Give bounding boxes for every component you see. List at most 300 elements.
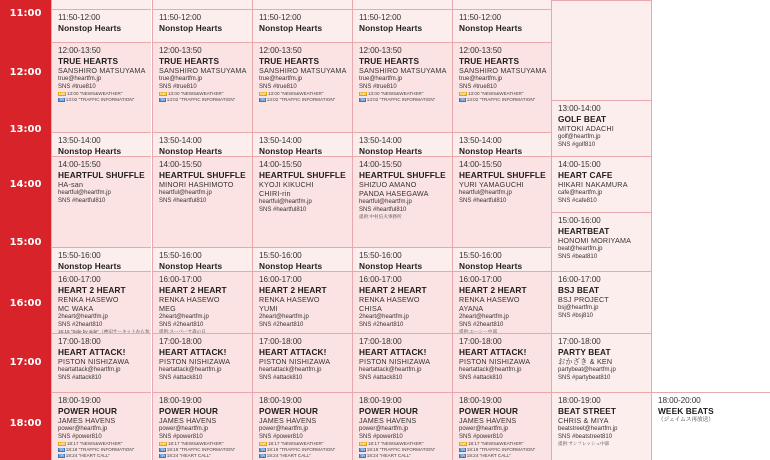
program-time — [159, 46, 252, 56]
program-host — [58, 295, 151, 304]
program-time-text: 14:00-15:50 — [159, 160, 202, 169]
program-note-text: （ジェイムス再放送） — [658, 417, 714, 423]
program-title — [459, 285, 552, 295]
program-note-text: 18:24 "HEART CALL" — [366, 453, 412, 458]
program-heartful-shuffle[interactable] — [453, 156, 552, 247]
program-mail — [459, 425, 552, 433]
program-heartbeat[interactable] — [552, 212, 651, 271]
program-host — [359, 304, 452, 313]
program-mail — [159, 366, 252, 374]
program-heartful-shuffle[interactable] — [153, 156, 252, 247]
traffic-badge-icon: TR — [59, 448, 64, 452]
program-host — [558, 180, 651, 189]
program-host-text: SHIZUO AMANO — [359, 180, 417, 189]
program-title-text: Nonstop Hearts — [58, 146, 122, 156]
program-title-text: HEART 2 HEART — [359, 285, 427, 295]
program-sns-text: SNS #true810 — [259, 84, 297, 90]
program-note-traffic-text: 13:02 "TRAFFIC INFORMATION" — [65, 97, 135, 102]
program-title — [459, 170, 552, 180]
program-mail — [459, 189, 552, 197]
program-nonstop-hearts[interactable] — [453, 247, 552, 271]
program-true-hearts[interactable] — [153, 42, 252, 132]
traffic-badge-icon: TR — [59, 454, 64, 458]
program-host-text: SANSHIRO MATSUYAMA — [459, 66, 547, 75]
day-column — [51, 0, 151, 460]
program-note-traffic — [259, 97, 352, 103]
program-host — [159, 295, 252, 304]
program-time-text: 15:50-16:00 — [159, 251, 202, 260]
program-heart-2-heart[interactable] — [153, 271, 252, 333]
program-time-text: 18:00-19:00 — [459, 396, 502, 405]
program-mail-text: 2heart@heartfm.jp — [259, 314, 309, 320]
program-title-text: BEAT STREET — [558, 406, 617, 416]
traffic-badge-icon: TR — [260, 454, 265, 458]
program-nonstop-hearts[interactable] — [253, 132, 352, 156]
program-time-text: 13:50-14:00 — [359, 136, 402, 145]
program-sns-text: SNS #2heart810 — [259, 322, 304, 328]
program-host — [259, 304, 352, 313]
program-sns-text: SNS #true810 — [58, 84, 96, 90]
program-time-text: 18:00-19:00 — [58, 396, 101, 405]
program-title-text: Nonstop Hearts — [159, 261, 223, 271]
news-badge-icon: NW — [160, 92, 166, 96]
program-note-news-text: 13:00 "NEWS&WEATHER" — [368, 91, 424, 96]
program-sns — [558, 312, 651, 320]
program-title — [359, 406, 452, 416]
program-host-text: SANSHIRO MATSUYAMA — [359, 66, 447, 75]
program-host-text: AYANA — [459, 304, 484, 313]
program-sns-text: SNS #2heart810 — [459, 322, 504, 328]
program-heart-cafe[interactable] — [552, 156, 651, 212]
program-heartful-shuffle[interactable] — [253, 156, 352, 247]
program-sns-text: SNS #true810 — [359, 84, 397, 90]
program-sns — [359, 83, 452, 91]
program-title — [159, 261, 252, 271]
program-sns-text: SNS #true810 — [159, 84, 197, 90]
program-mail-text: heartattack@heartfm.jp — [459, 367, 522, 373]
program-sns — [259, 321, 352, 329]
program-sns — [459, 433, 552, 441]
program-time — [558, 104, 651, 114]
program-title-text: HEART ATTACK! — [159, 347, 227, 357]
program-host — [359, 66, 452, 75]
program-nonstop-hearts[interactable] — [253, 247, 352, 271]
program-sns — [259, 433, 352, 441]
program-host-text: MINORI HASHIMOTO — [159, 180, 234, 189]
program-title-text: Nonstop Hearts — [459, 23, 523, 33]
program-host — [459, 304, 552, 313]
program-sns-text: SNS #power810 — [359, 434, 403, 440]
news-badge-icon: NW — [460, 442, 466, 446]
program-party-beat[interactable] — [552, 333, 651, 392]
program-title — [558, 347, 651, 357]
program-time — [259, 13, 352, 23]
program-time — [558, 160, 651, 170]
program-time — [159, 251, 252, 261]
program-time — [459, 136, 552, 146]
program-title — [259, 285, 352, 295]
time-label: 12:00 — [9, 67, 42, 78]
program-host — [259, 189, 352, 198]
program-sns — [359, 374, 452, 382]
program-time — [459, 46, 552, 56]
program-time — [259, 160, 352, 170]
program-mail — [159, 425, 252, 433]
program-title-text: HEART 2 HEART — [259, 285, 327, 295]
program-sns — [58, 433, 151, 441]
program-host-text: CHISA — [359, 304, 382, 313]
program-power-hour[interactable] — [253, 392, 352, 460]
program-host — [58, 66, 151, 75]
program-title-text: POWER HOUR — [259, 406, 319, 416]
program-time-text: 11:50-12:00 — [259, 13, 301, 22]
program-title-text: Nonstop Hearts — [259, 261, 323, 271]
program-heartful-shuffle[interactable] — [52, 156, 151, 247]
program-power-hour[interactable] — [353, 392, 452, 460]
program-time — [58, 13, 151, 23]
program-title — [359, 285, 452, 295]
program-time — [359, 251, 452, 261]
time-label: 16:00 — [9, 298, 42, 309]
program-host — [359, 416, 452, 425]
program-sns-text: SNS #heartful810 — [159, 198, 207, 204]
program-note-text: 18:19 "TRAFFIC INFORMATION" — [266, 447, 336, 452]
program-time-text: 14:00-15:50 — [459, 160, 502, 169]
program-title — [259, 406, 352, 416]
program-title-text: Nonstop Hearts — [359, 261, 423, 271]
program-sns — [159, 197, 252, 205]
program-mail-text: true@heartfm.jp — [359, 76, 403, 82]
program-title — [58, 406, 151, 416]
program-mail-text: heartful@heartfm.jp — [359, 199, 412, 205]
program-title-text: Nonstop Hearts — [459, 261, 523, 271]
program-title — [259, 170, 352, 180]
program-nonstop-hearts[interactable] — [453, 9, 552, 42]
program-time — [658, 396, 770, 406]
program-mail — [558, 245, 651, 253]
program-title — [159, 285, 252, 295]
program-title-text: HEARTFUL SHUFFLE — [58, 170, 145, 180]
program-title-text: Nonstop Hearts — [58, 261, 122, 271]
program-time — [359, 337, 452, 347]
program-power-hour[interactable] — [153, 392, 252, 460]
program-host — [459, 66, 552, 75]
program-heart-2-heart[interactable] — [453, 271, 552, 333]
program-time — [459, 251, 552, 261]
program-host-text: JAMES HAVENS — [259, 416, 317, 425]
program-time — [259, 46, 352, 56]
program-note-traffic-text: 13:02 "TRAFFIC INFORMATION" — [166, 97, 236, 102]
program-mail — [459, 313, 552, 321]
program-heartful-shuffle[interactable] — [353, 156, 452, 247]
program-sns — [159, 374, 252, 382]
program-note-text: 18:17 "NEWS&WEATHER" — [368, 441, 424, 446]
traffic-badge-icon: TR — [360, 454, 365, 458]
program-title-text: TRUE HEARTS — [459, 56, 520, 66]
program-sns-text: SNS #attack810 — [58, 375, 102, 381]
program-time — [359, 396, 452, 406]
program-golf-beat[interactable] — [552, 100, 651, 156]
program-mail-text: power@heartfm.jp — [459, 426, 509, 432]
program-note — [658, 416, 770, 424]
program-bsj-beat[interactable] — [552, 271, 651, 333]
program-mail — [159, 75, 252, 83]
program-host-text: YUMI — [259, 304, 278, 313]
program-true-hearts[interactable] — [353, 42, 452, 132]
program-mail — [558, 366, 651, 374]
program-time — [159, 13, 252, 23]
program-title — [58, 347, 151, 357]
program-true-hearts[interactable] — [253, 42, 352, 132]
program-time-text: 16:00-17:00 — [359, 275, 402, 284]
program-host-text: YURI YAMAGUCHI — [459, 180, 524, 189]
program-heart-2-heart[interactable] — [253, 271, 352, 333]
program-title — [459, 347, 552, 357]
traffic-badge-icon: TR — [460, 98, 465, 102]
program-mail — [459, 366, 552, 374]
program-sns — [159, 433, 252, 441]
program-title-text: HEART ATTACK! — [259, 347, 327, 357]
program-title — [159, 23, 252, 33]
program-nonstop-hearts[interactable] — [453, 132, 552, 156]
program-note-text: 18:24 "HEART CALL" — [466, 453, 512, 458]
program-mail — [58, 75, 151, 83]
program-nonstop-hearts[interactable] — [253, 9, 352, 42]
program-time — [459, 13, 552, 23]
program-note-text: 18:17 "NEWS&WEATHER" — [468, 441, 524, 446]
program-mail-text: 2heart@heartfm.jp — [58, 314, 108, 320]
program-time-text: 12:00-13:50 — [359, 46, 402, 55]
program-time-text: 16:00-17:00 — [459, 275, 502, 284]
program-sns-text: SNS #true810 — [459, 84, 497, 90]
program-host — [259, 416, 352, 425]
program-time — [159, 160, 252, 170]
program-nonstop-hearts[interactable] — [153, 132, 252, 156]
program-sns — [359, 206, 452, 214]
program-note-text: 18:24 "HEART CALL" — [166, 453, 212, 458]
program-title-text: TRUE HEARTS — [359, 56, 420, 66]
program-week-beats[interactable] — [652, 392, 770, 460]
program-host — [459, 357, 552, 366]
day-column — [352, 0, 452, 460]
program-title-text: HEART CAFE — [558, 170, 613, 180]
program-title-text: HEARTFUL SHUFFLE — [459, 170, 546, 180]
program-title — [359, 56, 452, 66]
program-note-text: 18:17 "NEWS&WEATHER" — [268, 441, 324, 446]
program-time-text: 11:50-12:00 — [159, 13, 201, 22]
program-time — [259, 337, 352, 347]
program-sns-text: SNS #beatstreet810 — [558, 434, 613, 440]
program-nonstop-hearts[interactable] — [52, 132, 151, 156]
program-mail — [259, 198, 352, 206]
program-heart-2-heart[interactable] — [353, 271, 452, 333]
program-time-text: 18:00-19:00 — [159, 396, 202, 405]
program-sns — [558, 374, 651, 382]
traffic-badge-icon: TR — [460, 454, 465, 458]
program-host-text: BSJ PROJECT — [558, 295, 609, 304]
program-mail-text: power@heartfm.jp — [58, 426, 108, 432]
program-nonstop-hearts[interactable] — [52, 247, 151, 271]
program-sns-text: SNS #2heart810 — [159, 322, 204, 328]
program-time — [58, 160, 151, 170]
time-label: 17:00 — [9, 357, 42, 368]
program-true-hearts[interactable] — [453, 42, 552, 132]
program-mail-text: power@heartfm.jp — [259, 426, 309, 432]
program-host — [58, 304, 151, 313]
program-note-text: 18:19 "TRAFFIC INFORMATION" — [166, 447, 236, 452]
news-badge-icon: NW — [59, 442, 65, 446]
program-heart-attack[interactable] — [153, 333, 252, 392]
program-host-text: SANSHIRO MATSUYAMA — [159, 66, 247, 75]
program-sns — [259, 83, 352, 91]
program-title — [159, 56, 252, 66]
program-note-text: 18:19 "TRAFFIC INFORMATION" — [466, 447, 536, 452]
time-column — [0, 0, 51, 460]
program-sns — [558, 433, 651, 441]
program-mail-text: true@heartfm.jp — [58, 76, 102, 82]
program-title — [558, 170, 651, 180]
program-mail-text: cafe@heartfm.jp — [558, 190, 603, 196]
program-host — [459, 295, 552, 304]
program-title-text: Nonstop Hearts — [259, 23, 323, 33]
program-host-text: HONOMI MORIYAMA — [558, 236, 632, 245]
program-title — [58, 56, 151, 66]
program-title — [459, 56, 552, 66]
program-time — [558, 396, 651, 406]
program-mail-text: heartattack@heartfm.jp — [58, 367, 121, 373]
program-mail-text: beat@heartfm.jp — [558, 246, 603, 252]
program-sns — [58, 83, 151, 91]
program-heart-2-heart[interactable] — [52, 271, 151, 333]
program-title — [359, 170, 452, 180]
program-host — [558, 236, 651, 245]
program-title-text: HEARTBEAT — [558, 226, 610, 236]
program-sns — [359, 321, 452, 329]
program-title — [159, 146, 252, 156]
program-note-text: 提供:サンフレッシュ中部 — [558, 441, 610, 446]
traffic-badge-icon: TR — [160, 454, 165, 458]
program-host-text: KYOJI KIKUCHI — [259, 180, 314, 189]
program-mail-text: heartful@heartfm.jp — [159, 190, 212, 196]
program-mail — [558, 304, 651, 312]
program-title — [58, 170, 151, 180]
program-title-text: Nonstop Hearts — [459, 146, 523, 156]
program-host — [459, 180, 552, 189]
program-time — [259, 396, 352, 406]
program-title — [58, 285, 151, 295]
program-time — [159, 275, 252, 285]
program-heart-attack[interactable] — [353, 333, 452, 392]
program-note-text: 提供:中村信夫事務所 — [359, 214, 402, 219]
program-time-text: 17:00-18:00 — [58, 337, 101, 346]
program-time-text: 17:00-18:00 — [159, 337, 202, 346]
program-sns — [259, 374, 352, 382]
program-beat-street[interactable] — [552, 392, 651, 460]
program-time-text: 15:00-16:00 — [558, 216, 601, 225]
program-sns — [459, 321, 552, 329]
program-time — [58, 46, 151, 56]
program-sns-text: SNS #attack810 — [159, 375, 203, 381]
program-note-traffic — [58, 97, 151, 103]
program-host — [259, 295, 352, 304]
program-sns-text: SNS #attack810 — [459, 375, 503, 381]
program-sns-text: SNS #beat810 — [558, 254, 598, 260]
program-sns-text: SNS #2heart810 — [58, 322, 103, 328]
program-time-text: 11:50-12:00 — [459, 13, 501, 22]
program-time-text: 13:50-14:00 — [58, 136, 101, 145]
program-time — [159, 337, 252, 347]
program-note-news-text: 13:00 "NEWS&WEATHER" — [168, 91, 224, 96]
program-power-hour[interactable] — [52, 392, 151, 460]
program-nonstop-hearts[interactable] — [153, 247, 252, 271]
program-nonstop-hearts[interactable] — [353, 132, 452, 156]
program-nonstop-hearts[interactable] — [353, 247, 452, 271]
program-mail — [58, 313, 151, 321]
program-mail — [259, 425, 352, 433]
program-mail-text: true@heartfm.jp — [459, 76, 503, 82]
program-note-traffic-text: 13:02 "TRAFFIC INFORMATION" — [266, 97, 336, 102]
program-nonstop-hearts[interactable] — [153, 9, 252, 42]
program-nonstop-hearts[interactable] — [353, 9, 452, 42]
program-heart-attack[interactable] — [453, 333, 552, 392]
program-title-text: TRUE HEARTS — [58, 56, 119, 66]
program-heart-attack[interactable] — [52, 333, 151, 392]
program-nonstop-hearts[interactable] — [52, 9, 151, 42]
program-title — [259, 347, 352, 357]
program-mail-text: golf@heartfm.jp — [558, 134, 601, 140]
program-title — [359, 146, 452, 156]
program-power-hour[interactable] — [453, 392, 552, 460]
program-title-text: HEART 2 HEART — [459, 285, 527, 295]
program-mail-text: 2heart@heartfm.jp — [459, 314, 509, 320]
program-host — [259, 357, 352, 366]
traffic-badge-icon: TR — [360, 98, 365, 102]
program-sns — [558, 253, 651, 261]
program-title — [58, 23, 151, 33]
program-mail-text: 2heart@heartfm.jp — [159, 314, 209, 320]
program-sns — [459, 197, 552, 205]
traffic-badge-icon: TR — [160, 98, 165, 102]
program-heart-attack[interactable] — [253, 333, 352, 392]
program-host — [58, 416, 151, 425]
program-host — [259, 66, 352, 75]
program-true-hearts[interactable] — [52, 42, 151, 132]
program-time-text: 17:00-18:00 — [359, 337, 402, 346]
program-title — [558, 406, 651, 416]
program-sns-text: SNS #heartful810 — [359, 207, 407, 213]
program-title-text: HEART 2 HEART — [58, 285, 126, 295]
program-host-text: RENKA HASEWO — [58, 295, 119, 304]
program-title — [658, 406, 770, 416]
program-time-text: 12:00-13:50 — [459, 46, 502, 55]
program-time — [58, 136, 151, 146]
program-note-news-text: 13:00 "NEWS&WEATHER" — [268, 91, 324, 96]
program-host — [159, 180, 252, 189]
program-mail — [558, 425, 651, 433]
program-note-text: 18:24 "HEART CALL" — [65, 453, 111, 458]
program-title — [259, 23, 352, 33]
program-sns-text: SNS #attack810 — [359, 375, 403, 381]
program-time-text: 16:00-17:00 — [259, 275, 302, 284]
program-time-text: 17:00-18:00 — [558, 337, 601, 346]
program-time — [58, 396, 151, 406]
program-mail-text: power@heartfm.jp — [359, 426, 409, 432]
program-note-text: 18:24 "HEART CALL" — [266, 453, 312, 458]
program-title-text: Nonstop Hearts — [159, 146, 223, 156]
program-title-text: Nonstop Hearts — [159, 23, 223, 33]
program-title — [558, 114, 651, 124]
program-time-text: 18:00-19:00 — [558, 396, 601, 405]
